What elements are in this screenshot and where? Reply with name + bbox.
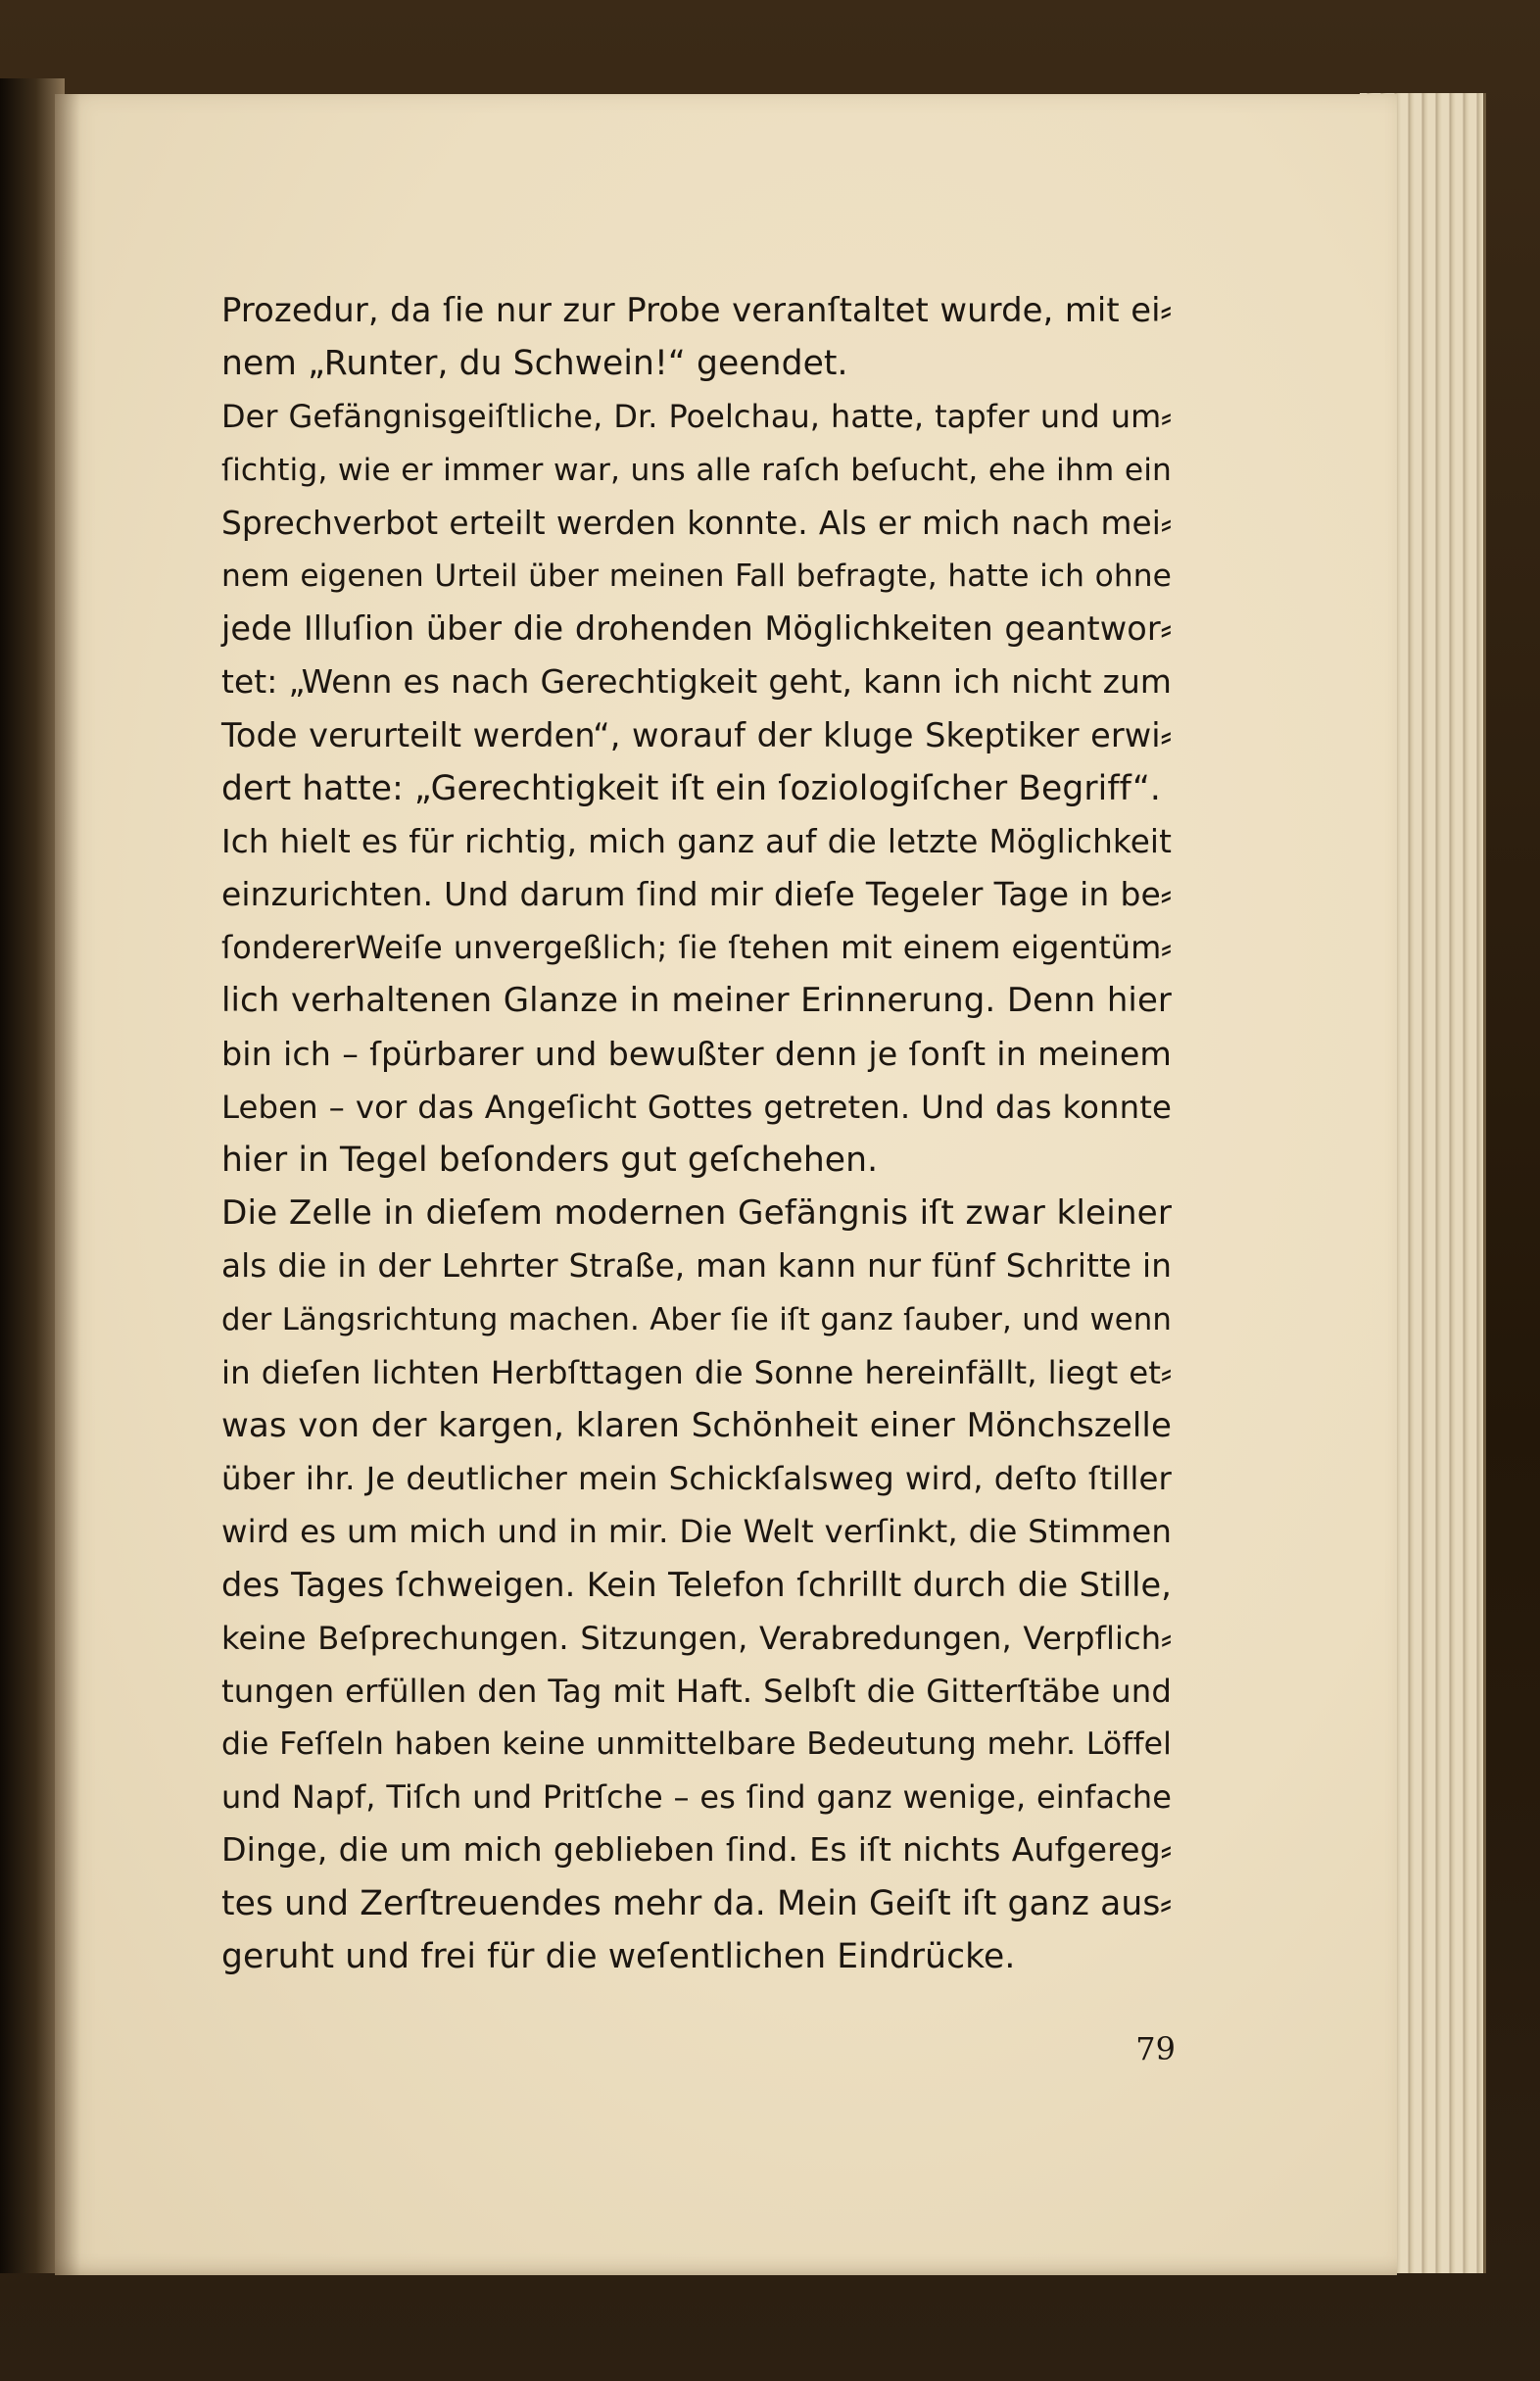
text-line: tungen erfüllen den Tag mit Haft. Selbſt die Gitterſtäbe und [221, 1672, 1172, 1710]
text-line: ſichtig, wie er immer war, uns alle raſch beſucht, ehe ihm ein [221, 452, 1172, 488]
page-number: 79 [1135, 2030, 1176, 2067]
text-line: lich verhaltenen Glanze in meiner Erinnerung. Denn hier [221, 981, 1172, 1021]
text-line: als die in der Lehrter Straße, man kann nur fünf Schritte in [221, 1247, 1172, 1286]
text-line: tet: „Wenn es nach Gerechtigkeit geht, kann ich nicht zum [221, 662, 1172, 702]
text-line: nem „Runter, du Schwein!“ geendet. [221, 344, 848, 384]
text-line: über ihr. Je deutlicher mein Schickſalsweg wird, deſto ſtiller [221, 1460, 1172, 1498]
text-line: des Tages ſchweigen. Kein Telefon ſchrillt durch die Stille, [221, 1565, 1172, 1604]
text-line: einzurichten. Und darum ſind mir dieſe Tegeler Tage in be⸗ [221, 875, 1172, 914]
text-line: was von der kargen, klaren Schönheit einer Mönchszelle [221, 1405, 1172, 1445]
text-line: und Napf, Tiſch und Pritſche – es ſind ganz wenige, einfache [221, 1778, 1172, 1817]
text-line: geruht und frei für die weſentlichen Eindrücke. [221, 1936, 1016, 1976]
text-line: dert hatte: „Gerechtigkeit iſt ein ſoziologiſcher Begriff“. [221, 768, 1161, 808]
text-line: Dinge, die um mich geblieben ſind. Es iſt nichts Aufgereg⸗ [221, 1830, 1172, 1870]
text-line: wird es um mich und in mir. Die Welt verſinkt, die Stimmen [221, 1513, 1172, 1551]
text-line: Die Zelle in dieſem modernen Gefängnis iſt zwar kleiner [221, 1193, 1172, 1234]
text-line: keine Beſprechungen. Sitzungen, Verabredungen, Verpflich⸗ [221, 1619, 1172, 1657]
text-line: Prozedur, da ſie nur zur Probe veranſtaltet wurde, mit ei⸗ [221, 291, 1172, 329]
text-line: die Feſſeln haben keine unmittelbare Bedeutung mehr. Löffel [221, 1726, 1172, 1763]
text-line: nem eigenen Urteil über meinen Fall befragte, hatte ich ohne [221, 558, 1172, 594]
text-line: Der Gefängnisgeiſtliche, Dr. Poelchau, hatte, tapfer und um⸗ [221, 398, 1172, 436]
text-line: Leben – vor das Angeſicht Gottes getreten. Und das konnte [221, 1088, 1172, 1126]
text-line: jede Illuſion über die drohenden Möglichkeiten geantwor⸗ [221, 609, 1172, 649]
text-line: in dieſen lichten Herbſttagen die Sonne hereinfällt, liegt et⸗ [221, 1353, 1172, 1391]
text-line: ſondererWeiſe unvergeßlich; ſie ſtehen mit einem eigentüm⸗ [221, 929, 1172, 967]
text-line: tes und Zerſtreuendes mehr da. Mein Geiſt iſt ganz aus⸗ [221, 1883, 1172, 1923]
body-text [221, 284, 1172, 1983]
text-line: hier in Tegel beſonders gut geſchehen. [221, 1141, 879, 1180]
gutter-shadow [55, 94, 80, 2275]
text-line: bin ich – ſpürbarer und bewußter denn je ſonſt in meinem [221, 1034, 1172, 1073]
text-line: Sprechverbot erteilt werden konnte. Als er mich nach mei⸗ [221, 504, 1172, 542]
text-line: Ich hielt es für richtig, mich ganz auf die letzte Möglichkeit [221, 822, 1172, 860]
text-line: der Längsrichtung machen. Aber ſie iſt ganz ſauber, und wenn [221, 1301, 1172, 1337]
text-line: Tode verurteilt werden“, worauf der kluge Skeptiker erwi⸗ [221, 715, 1172, 754]
